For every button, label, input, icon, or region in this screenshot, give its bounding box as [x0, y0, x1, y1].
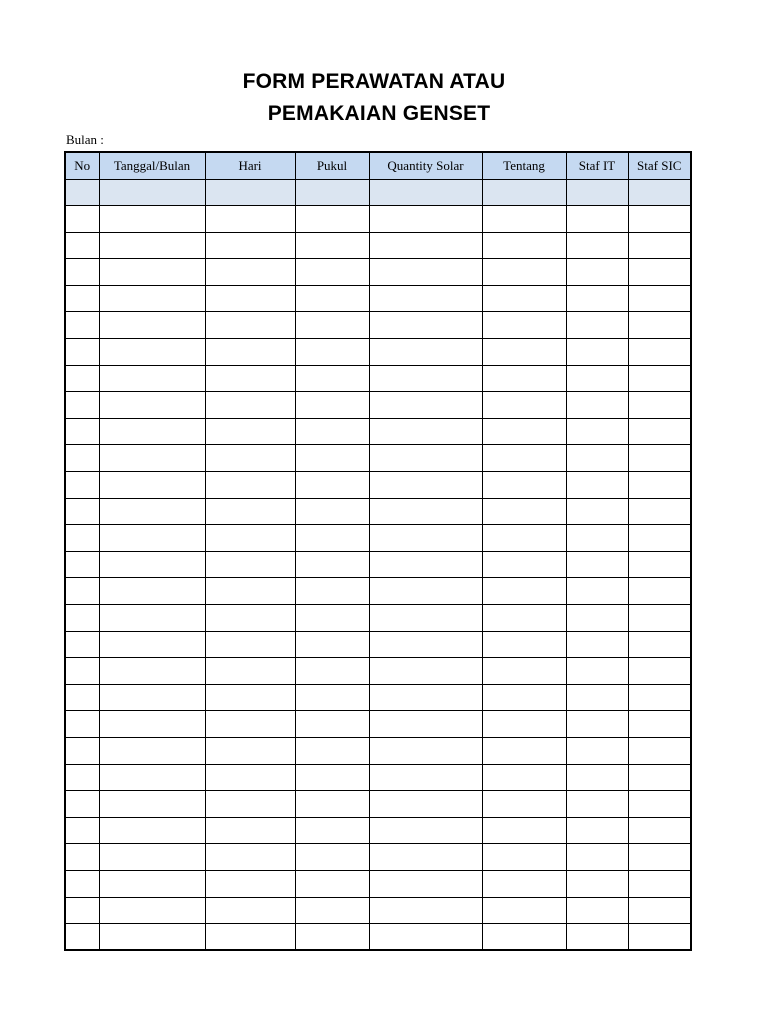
table-cell: [205, 312, 295, 339]
table-cell: [99, 578, 205, 605]
table-row: [65, 791, 691, 818]
table-cell: [482, 551, 566, 578]
table-cell: [628, 844, 691, 871]
table-cell: [295, 179, 369, 206]
table-cell: [205, 551, 295, 578]
table-cell: [628, 737, 691, 764]
table-cell: [482, 844, 566, 871]
table-cell: [65, 525, 99, 552]
table-cell: [369, 844, 482, 871]
table-cell: [65, 684, 99, 711]
table-cell: [628, 472, 691, 499]
table-cell: [99, 844, 205, 871]
table-cell: [65, 259, 99, 286]
table-row: [65, 498, 691, 525]
table-cell: [295, 764, 369, 791]
table-cell: [482, 445, 566, 472]
table-cell: [99, 498, 205, 525]
table-cell: [205, 525, 295, 552]
table-cell: [369, 498, 482, 525]
table-cell: [369, 392, 482, 419]
table-cell: [65, 605, 99, 632]
table-cell: [369, 684, 482, 711]
table-cell: [205, 764, 295, 791]
table-cell: [65, 285, 99, 312]
table-cell: [369, 791, 482, 818]
table-cell: [99, 285, 205, 312]
table-cell: [482, 817, 566, 844]
table-cell: [99, 472, 205, 499]
table-cell: [99, 737, 205, 764]
table-cell: [369, 764, 482, 791]
table-cell: [628, 551, 691, 578]
table-cell: [369, 817, 482, 844]
table-cell: [628, 392, 691, 419]
table-cell: [205, 392, 295, 419]
table-row: [65, 897, 691, 924]
form-title-line2: PEMAKAIAN GENSET: [267, 102, 491, 125]
table-cell: [65, 737, 99, 764]
table-cell: [566, 551, 628, 578]
table-body: [65, 179, 691, 950]
table-cell: [628, 498, 691, 525]
table-cell: [99, 259, 205, 286]
table-cell: [369, 179, 482, 206]
table-cell: [482, 897, 566, 924]
table-cell: [295, 844, 369, 871]
table-cell: [482, 711, 566, 738]
table-cell: [566, 764, 628, 791]
table-cell: [566, 472, 628, 499]
table-cell: [628, 445, 691, 472]
table-cell: [99, 870, 205, 897]
table-cell: [205, 206, 295, 233]
table-cell: [205, 179, 295, 206]
table-cell: [369, 658, 482, 685]
table-cell: [369, 605, 482, 632]
table-cell: [628, 684, 691, 711]
table-cell: [205, 605, 295, 632]
table-cell: [566, 684, 628, 711]
table-cell: [295, 365, 369, 392]
table-cell: [566, 312, 628, 339]
table-cell: [566, 578, 628, 605]
table-cell: [99, 658, 205, 685]
table-cell: [295, 285, 369, 312]
table-cell: [628, 924, 691, 951]
table-cell: [205, 631, 295, 658]
table-cell: [99, 418, 205, 445]
table-row: [65, 578, 691, 605]
table-row: [65, 365, 691, 392]
table-cell: [369, 737, 482, 764]
table-cell: [99, 445, 205, 472]
table-cell: [482, 605, 566, 632]
table-row: [65, 631, 691, 658]
table-cell: [65, 418, 99, 445]
table-cell: [295, 498, 369, 525]
table-cell: [65, 897, 99, 924]
table-cell: [205, 791, 295, 818]
table-cell: [295, 339, 369, 366]
table-cell: [482, 472, 566, 499]
table-cell: [482, 259, 566, 286]
table-cell: [566, 392, 628, 419]
table-cell: [295, 737, 369, 764]
table-cell: [295, 232, 369, 259]
table-cell: [566, 631, 628, 658]
table-cell: [566, 658, 628, 685]
table-row: [65, 817, 691, 844]
table-cell: [295, 684, 369, 711]
table-cell: [99, 339, 205, 366]
table-cell: [295, 525, 369, 552]
column-header-quantity-solar: Quantity Solar: [369, 152, 482, 179]
genset-log-table: [64, 151, 692, 951]
table-cell: [205, 870, 295, 897]
table-cell: [65, 312, 99, 339]
table-cell: [295, 206, 369, 233]
table-cell: [295, 605, 369, 632]
table-cell: [99, 817, 205, 844]
table-cell: [99, 179, 205, 206]
column-header-staf-it: Staf IT: [566, 152, 628, 179]
table-row: [65, 339, 691, 366]
table-cell: [295, 897, 369, 924]
table-cell: [205, 418, 295, 445]
table-cell: [65, 365, 99, 392]
table-cell: [295, 445, 369, 472]
table-cell: [369, 206, 482, 233]
table-cell: [99, 924, 205, 951]
table-cell: [369, 365, 482, 392]
table-cell: [482, 578, 566, 605]
table-cell: [566, 179, 628, 206]
table-cell: [99, 206, 205, 233]
table-cell: [628, 870, 691, 897]
table-row: [65, 312, 691, 339]
table-cell: [566, 817, 628, 844]
table-cell: [369, 897, 482, 924]
table-cell: [205, 232, 295, 259]
table-cell: [65, 339, 99, 366]
table-cell: [566, 498, 628, 525]
table-cell: [65, 924, 99, 951]
table-cell: [295, 924, 369, 951]
column-header-no: No: [65, 152, 99, 179]
table-cell: [295, 259, 369, 286]
table-cell: [369, 285, 482, 312]
table-cell: [482, 764, 566, 791]
table-cell: [205, 711, 295, 738]
table-cell: [628, 232, 691, 259]
table-header-row: [65, 152, 691, 179]
table-cell: [628, 658, 691, 685]
table-cell: [482, 791, 566, 818]
table-row: [65, 737, 691, 764]
table-cell: [99, 525, 205, 552]
table-cell: [369, 418, 482, 445]
table-row: [65, 206, 691, 233]
table-cell: [369, 711, 482, 738]
table-cell: [99, 711, 205, 738]
table-cell: [566, 897, 628, 924]
table-cell: [205, 578, 295, 605]
table-cell: [369, 445, 482, 472]
table-cell: [628, 418, 691, 445]
table-cell: [295, 312, 369, 339]
table-cell: [369, 232, 482, 259]
table-cell: [566, 365, 628, 392]
table-cell: [65, 232, 99, 259]
table-cell: [65, 498, 99, 525]
table-cell: [99, 365, 205, 392]
table-cell: [482, 737, 566, 764]
table-cell: [295, 791, 369, 818]
table-cell: [205, 259, 295, 286]
table-cell: [628, 605, 691, 632]
table-cell: [205, 339, 295, 366]
table-cell: [99, 551, 205, 578]
table-cell: [566, 445, 628, 472]
table-cell: [482, 658, 566, 685]
table-row: [65, 605, 691, 632]
table-row: [65, 844, 691, 871]
table-cell: [482, 498, 566, 525]
table-cell: [482, 232, 566, 259]
table-cell: [65, 817, 99, 844]
table-cell: [205, 445, 295, 472]
table-cell: [369, 578, 482, 605]
table-cell: [628, 312, 691, 339]
table-cell: [628, 817, 691, 844]
table-cell: [482, 285, 566, 312]
table-cell: [482, 418, 566, 445]
table-row: [65, 232, 691, 259]
table-cell: [65, 631, 99, 658]
table-cell: [65, 551, 99, 578]
table-cell: [369, 870, 482, 897]
table-cell: [628, 578, 691, 605]
table-cell: [566, 418, 628, 445]
table-cell: [65, 206, 99, 233]
table-cell: [369, 472, 482, 499]
table-cell: [205, 924, 295, 951]
table-cell: [566, 339, 628, 366]
table-cell: [205, 285, 295, 312]
table-cell: [566, 844, 628, 871]
table-cell: [482, 870, 566, 897]
table-cell: [205, 472, 295, 499]
table-cell: [205, 498, 295, 525]
table-cell: [628, 791, 691, 818]
table-cell: [65, 472, 99, 499]
table-cell: [482, 339, 566, 366]
table-cell: [205, 844, 295, 871]
form-title-line1: FORM PERAWATAN ATAU: [242, 70, 506, 93]
table-row: [65, 259, 691, 286]
table-cell: [628, 897, 691, 924]
table-cell: [99, 631, 205, 658]
table-row: [65, 658, 691, 685]
table-cell: [628, 339, 691, 366]
table-cell: [566, 259, 628, 286]
table-cell: [566, 737, 628, 764]
table-cell: [295, 418, 369, 445]
table-cell: [205, 817, 295, 844]
table-row: [65, 392, 691, 419]
table-cell: [566, 206, 628, 233]
table-cell: [295, 658, 369, 685]
table-row: [65, 445, 691, 472]
table-cell: [65, 392, 99, 419]
table-cell: [628, 206, 691, 233]
table-cell: [295, 578, 369, 605]
table-cell: [369, 551, 482, 578]
table-cell: [482, 206, 566, 233]
table-row: [65, 924, 691, 951]
table-cell: [566, 525, 628, 552]
table-cell: [295, 472, 369, 499]
table-cell: [65, 791, 99, 818]
table-cell: [295, 817, 369, 844]
table-cell: [205, 897, 295, 924]
table-cell: [482, 525, 566, 552]
table-row: [65, 684, 691, 711]
table-cell: [369, 259, 482, 286]
table-cell: [628, 285, 691, 312]
table-cell: [482, 365, 566, 392]
table-cell: [628, 365, 691, 392]
column-header-tentang: Tentang: [482, 152, 566, 179]
table-cell: [295, 870, 369, 897]
table-cell: [482, 684, 566, 711]
table-cell: [482, 924, 566, 951]
table-cell: [482, 392, 566, 419]
table-cell: [628, 631, 691, 658]
table-cell: [566, 605, 628, 632]
table-cell: [65, 445, 99, 472]
table-cell: [99, 684, 205, 711]
table-row: [65, 418, 691, 445]
table-cell: [99, 605, 205, 632]
table-cell: [482, 179, 566, 206]
table-cell: [205, 365, 295, 392]
table-cell: [99, 764, 205, 791]
table-cell: [65, 764, 99, 791]
table-cell: [369, 924, 482, 951]
column-header-hari: Hari: [205, 152, 295, 179]
table-cell: [99, 791, 205, 818]
table-cell: [628, 711, 691, 738]
bulan-label: Bulan :: [66, 132, 104, 147]
table-cell: [65, 844, 99, 871]
table-cell: [628, 525, 691, 552]
table-cell: [205, 737, 295, 764]
table-cell: [205, 684, 295, 711]
table-cell: [99, 312, 205, 339]
table-cell: [628, 259, 691, 286]
table-cell: [295, 711, 369, 738]
table-row: [65, 711, 691, 738]
table-cell: [65, 711, 99, 738]
table-cell: [205, 658, 295, 685]
table-cell: [295, 631, 369, 658]
table-cell: [566, 870, 628, 897]
column-header-pukul: Pukul: [295, 152, 369, 179]
column-header-staf-sic: Staf SIC: [628, 152, 691, 179]
table-cell: [99, 897, 205, 924]
table-cell: [65, 870, 99, 897]
table-row: [65, 525, 691, 552]
table-cell: [99, 392, 205, 419]
table-cell: [566, 924, 628, 951]
table-cell: [566, 285, 628, 312]
table-cell: [369, 631, 482, 658]
table-row: [65, 764, 691, 791]
table-cell: [628, 179, 691, 206]
table-cell: [65, 578, 99, 605]
table-cell: [482, 631, 566, 658]
table-cell: [566, 711, 628, 738]
table-cell: [295, 392, 369, 419]
table-cell: [65, 658, 99, 685]
table-row: [65, 472, 691, 499]
table-cell: [482, 312, 566, 339]
table-cell: [369, 339, 482, 366]
table-row: [65, 179, 691, 206]
column-header-tanggal-bulan: Tanggal/Bulan: [99, 152, 205, 179]
table-cell: [628, 764, 691, 791]
table-row: [65, 285, 691, 312]
table-cell: [65, 179, 99, 206]
table-cell: [369, 312, 482, 339]
table-cell: [566, 791, 628, 818]
table-cell: [99, 232, 205, 259]
table-row: [65, 870, 691, 897]
table-cell: [566, 232, 628, 259]
table-cell: [295, 551, 369, 578]
table-row: [65, 551, 691, 578]
table-cell: [369, 525, 482, 552]
